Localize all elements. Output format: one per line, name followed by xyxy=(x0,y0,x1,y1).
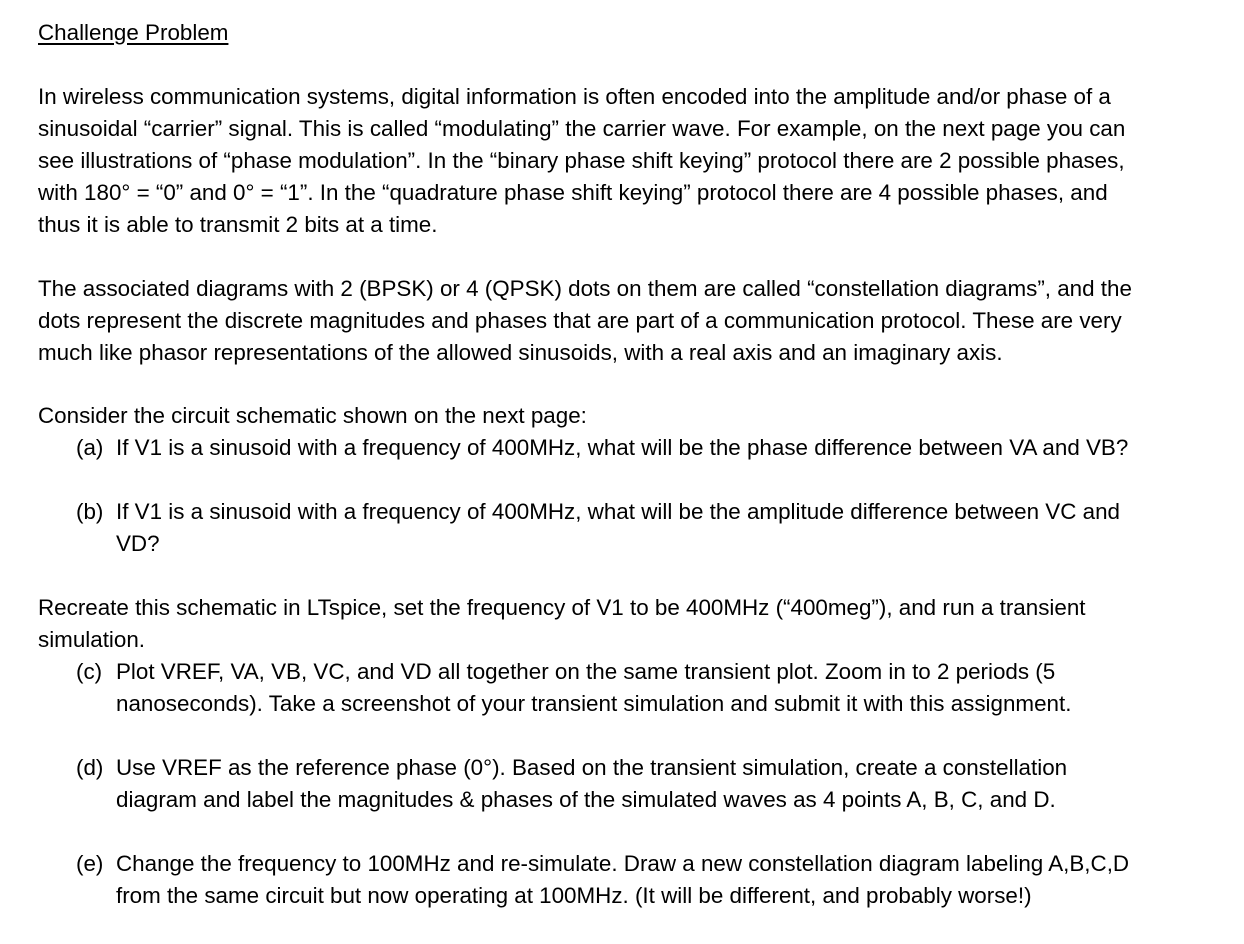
paragraph-line: In wireless communication systems, digital information is often encoded into the amplitude and/or phase of a xyxy=(38,84,1111,109)
question-c xyxy=(76,656,1071,720)
paragraph-line: with 180° = “0” and 0° = “1”. In the “quadrature phase shift keying” protocol there are 4 possible phases, and xyxy=(38,180,1108,205)
question-marker: (e) xyxy=(76,851,104,876)
question-text: diagram and label the magnitudes & phases of the simulated waves as 4 points A, B, C, and D. xyxy=(116,787,1056,812)
constellation-paragraph xyxy=(38,273,1132,369)
paragraph-line: The associated diagrams with 2 (BPSK) or 4 (QPSK) dots on them are called “constellation diagrams”, and the xyxy=(38,276,1132,301)
paragraph-line: sinusoidal “carrier” signal. This is called “modulating” the carrier wave. For example, on the next page you can xyxy=(38,116,1126,141)
question-a xyxy=(76,432,1128,464)
question-text: VD? xyxy=(116,531,160,556)
question-b xyxy=(76,496,1120,560)
question-text: from the same circuit but now operating at 100MHz. (It will be different, and probably worse!) xyxy=(116,883,1032,908)
question-text: If V1 is a sinusoid with a frequency of 400MHz, what will be the amplitude difference between VC and xyxy=(116,499,1120,524)
question-e xyxy=(76,848,1129,912)
ltspice-paragraph xyxy=(38,592,1086,656)
intro-paragraph xyxy=(38,81,1125,241)
paragraph-line: much like phasor representations of the allowed sinusoids, with a real axis and an imaginary axis. xyxy=(38,340,1003,365)
question-text: Plot VREF, VA, VB, VC, and VD all together on the same transient plot. Zoom in to 2 periods (5 xyxy=(116,659,1056,684)
question-text: Use VREF as the reference phase (0°). Based on the transient simulation, create a constellation xyxy=(116,755,1068,780)
paragraph-line: see illustrations of “phase modulation”. In the “binary phase shift keying” protocol there are 2 possible phases, xyxy=(38,148,1125,173)
paragraph-line: Consider the circuit schematic shown on the next page: xyxy=(38,403,587,428)
circuit-intro xyxy=(38,400,587,432)
paragraph-line: Recreate this schematic in LTspice, set the frequency of V1 to be 400MHz (“400meg”), and run a transient xyxy=(38,595,1086,620)
question-marker: (d) xyxy=(76,755,104,780)
question-marker: (a) xyxy=(76,435,104,460)
paragraph-line: dots represent the discrete magnitudes and phases that are part of a communication protocol. These are very xyxy=(38,308,1122,333)
question-d xyxy=(76,752,1067,816)
question-marker: (b) xyxy=(76,499,104,524)
question-text: If V1 is a sinusoid with a frequency of 400MHz, what will be the phase difference between VA and VB? xyxy=(116,435,1129,460)
page-title: Challenge Problem xyxy=(38,20,229,45)
question-marker: (c) xyxy=(76,659,103,684)
paragraph-line: thus it is able to transmit 2 bits at a time. xyxy=(38,212,438,237)
paragraph-line: simulation. xyxy=(38,627,146,652)
question-text: nanoseconds). Take a screenshot of your transient simulation and submit it with this assignment. xyxy=(116,691,1072,716)
question-text: Change the frequency to 100MHz and re-simulate. Draw a new constellation diagram labeling A,B,C,D xyxy=(116,851,1130,876)
